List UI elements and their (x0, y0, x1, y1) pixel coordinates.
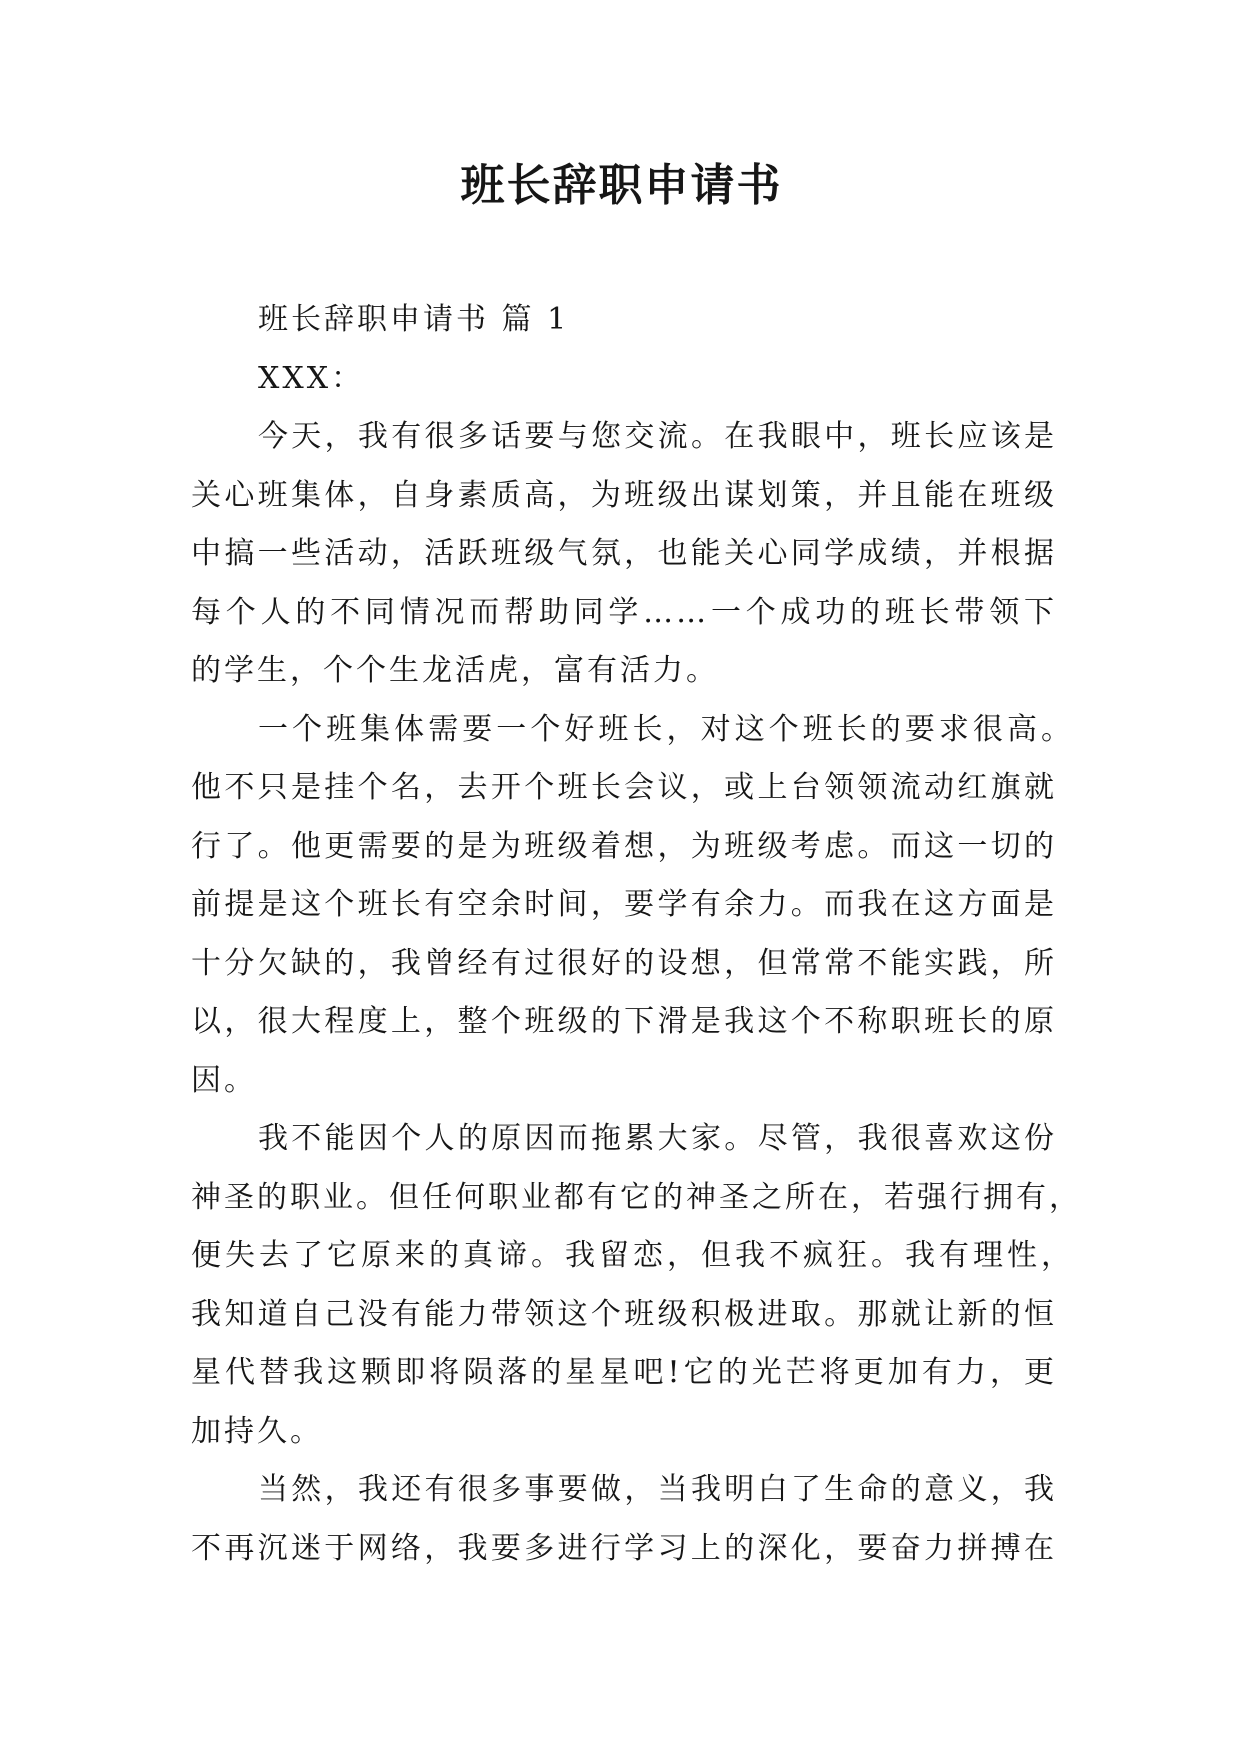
text-line: 前提是这个班长有空余时间，要学有余力。而我在这方面是 (191, 887, 1057, 922)
text-line: 便失去了它原来的真谛。我留恋，但我不疯狂。我有理性， (191, 1238, 1074, 1273)
body-paragraph (191, 701, 1074, 1111)
salutation: XXX： (258, 360, 365, 396)
document-body (191, 291, 1082, 1578)
text-line: 神圣的职业。但任何职业都有它的神圣之所在，若强行拥有， (191, 1179, 1082, 1215)
text-line: 不再沉迷于网络，我要多进行学习上的深化，要奋力拼搏在 (191, 1530, 1057, 1566)
text-line: 我不能因个人的原因而拖累大家。尽管，我很喜欢这份 (258, 1121, 1057, 1156)
body-paragraph (191, 408, 1057, 701)
text-line: 星代替我这颗即将陨落的星星吧!它的光芒将更加有力，更 (191, 1355, 1057, 1390)
body-paragraph (191, 1461, 1057, 1578)
text-line: 关心班集体，自身素质高，为班级出谋划策，并且能在班级 (191, 477, 1057, 513)
text-line: 十分欠缺的，我曾经有过很好的设想，但常常不能实践，所 (191, 945, 1057, 981)
section-heading: 班长辞职申请书 篇 1 (258, 302, 570, 337)
text-line: 我知道自己没有能力带领这个班级积极进取。那就让新的恒 (191, 1296, 1057, 1332)
text-line: 一个班集体需要一个好班长，对这个班长的要求很高。 (258, 711, 1074, 747)
text-line: 行了。他更需要的是为班级着想，为班级考虑。而这一切的 (191, 828, 1057, 864)
text-line: 因。 (191, 1062, 257, 1098)
text-line: 加持久。 (191, 1413, 323, 1449)
text-line: 当然，我还有很多事要做，当我明白了生命的意义，我 (258, 1472, 1057, 1507)
text-line: 今天，我有很多话要与您交流。在我眼中，班长应该是 (258, 419, 1057, 454)
text-line: 他不只是挂个名，去开个班长会议，或上台领领流动红旗就 (191, 770, 1057, 805)
text-line: 每个人的不同情况而帮助同学……一个成功的班长带领下 (191, 594, 1057, 630)
text-line: 中搞一些活动，活跃班级气氛，也能关心同学成绩，并根据 (191, 536, 1057, 571)
document-title: 班长辞职申请书 (460, 160, 783, 211)
body-paragraph (191, 1110, 1082, 1461)
text-line: 的学生，个个生龙活虎，富有活力。 (191, 653, 719, 688)
text-line: 以，很大程度上，整个班级的下滑是我这个不称职班长的原 (191, 1004, 1057, 1039)
